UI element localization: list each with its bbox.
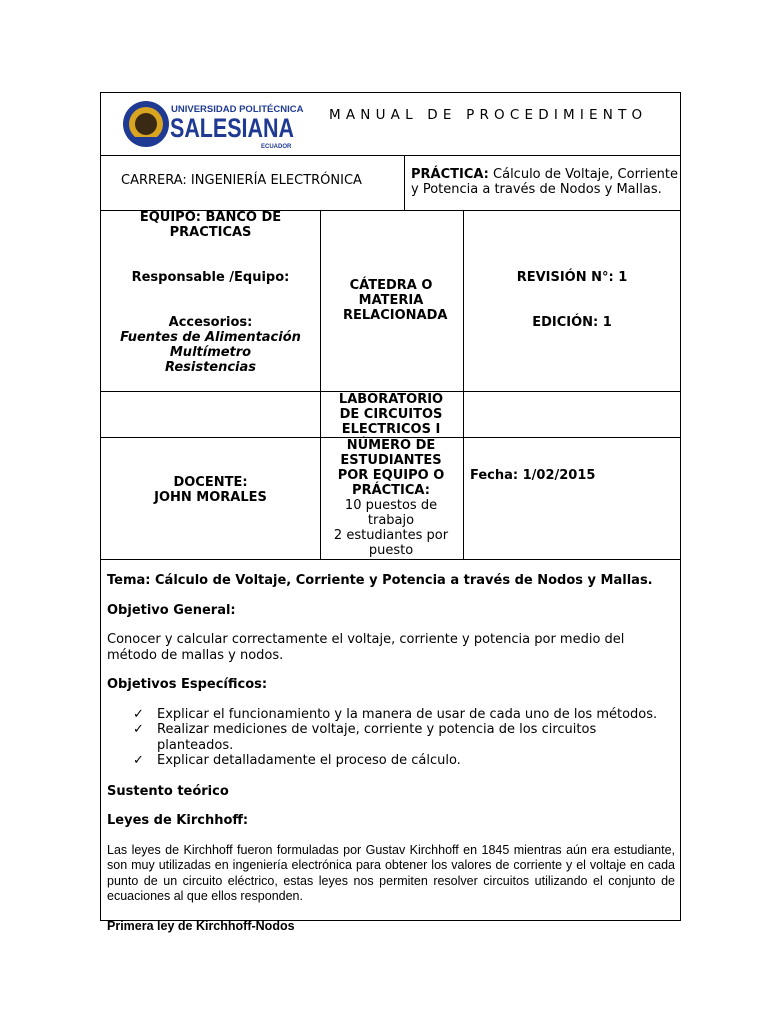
revision-label: REVISIÓN N°: 1 xyxy=(516,270,628,285)
checkmark-icon: ✓ xyxy=(133,753,144,768)
list-item-text: Explicar el funcionamiento y la manera de usar de cada uno de los métodos. xyxy=(157,706,658,722)
edicion-label: EDICIÓN: 1 xyxy=(532,315,612,330)
objetivos-especificos-heading: Objetivos Específicos: xyxy=(107,677,268,692)
logo-top-text: UNIVERSIDAD POLITÉCNICA xyxy=(171,104,304,115)
accesorio-item: Resistencias xyxy=(164,360,257,375)
catedra-text: CÁTEDRA O MATERIA RELACIONADA xyxy=(343,278,448,323)
accesorios-label: Accesorios: xyxy=(168,315,253,330)
fecha-label: Fecha: 1/02/2015 xyxy=(470,468,596,483)
equipo-label: EQUIPO: BANCO DE PRACTICAS xyxy=(139,210,282,240)
checkmark-icon: ✓ xyxy=(133,722,144,737)
logo-sub-text: ECUADOR xyxy=(261,144,292,150)
objetivos-especificos-list xyxy=(107,707,675,769)
divider xyxy=(320,210,321,559)
catedra-label xyxy=(325,278,457,323)
tema-heading: Tema: Cálculo de Voltaje, Corriente y Potencia a través de Nodos y Mallas. xyxy=(107,573,653,588)
docente-name: JOHN MORALES xyxy=(154,490,267,505)
docente-cell xyxy=(101,475,320,505)
laboratorio-cell xyxy=(325,392,457,437)
list-item-text: Realizar mediciones de voltaje, corriente y potencia de los circuitos planteados. xyxy=(157,722,597,753)
list-item xyxy=(133,707,675,723)
logo-main-text: SALESIANA xyxy=(170,113,294,143)
practica-cell xyxy=(411,167,679,197)
divider xyxy=(463,210,464,559)
equipo-cell xyxy=(101,210,320,240)
leyes-heading: Leyes de Kirchhoff: xyxy=(107,813,249,828)
manual-title: MANUAL DE PROCEDIMIENTO xyxy=(329,107,648,123)
objetivo-general-text: Conocer y calcular correctamente el voltaje, corriente y potencia por medio del método de mallas y nodos. xyxy=(107,632,625,663)
document-frame xyxy=(100,92,681,933)
laboratorio-label: LABORATORIO DE CIRCUITOS ELECTRICOS I xyxy=(338,392,444,437)
accesorios-cell xyxy=(101,315,320,375)
list-item xyxy=(133,722,675,753)
accesorio-item: Multímetro xyxy=(169,345,252,360)
divider xyxy=(101,559,680,560)
sustento-heading: Sustento teórico xyxy=(107,783,229,799)
objetivo-general-heading: Objetivo General: xyxy=(107,602,236,618)
document-body xyxy=(107,573,675,933)
numero-line: 2 estudiantes por puesto xyxy=(333,528,449,558)
divider xyxy=(404,155,405,210)
carrera-label: CARRERA: INGENIERÍA ELECTRÓNICA xyxy=(121,173,362,188)
leyes-text: Las leyes de Kirchhoff fueron formuladas por Gustav Kirchhoff en 1845 mientras aún era estudiante, son muy utilizadas en ingeniería electrónica para obtener los valores de corriente y el voltaje en cada punto de un circuito eléctrico, estas leyes nos permiten resolver circuitos utilizando el conjunto de ecuaciones al que ellos responden. xyxy=(107,842,675,903)
accesorio-item: Fuentes de Alimentación xyxy=(120,330,301,345)
practica-text: Cálculo de Voltaje, Corriente y Potencia a través de Nodos y Mallas. xyxy=(411,167,678,197)
list-item xyxy=(133,753,675,769)
list-item-text: Explicar detalladamente el proceso de cálculo. xyxy=(157,753,461,768)
university-logo xyxy=(121,97,304,151)
numero-cell xyxy=(325,438,457,558)
numero-label: NÚMERO DE ESTUDIANTES POR EQUIPO O PRÁCTICA: xyxy=(337,438,445,498)
checkmark-icon: ✓ xyxy=(133,706,144,722)
responsable-label: Responsable /Equipo: xyxy=(131,270,290,285)
numero-line: 10 puestos de trabajo xyxy=(344,498,438,528)
primera-ley-heading: Primera ley de Kirchhoff-Nodos xyxy=(107,918,295,933)
practica-label: PRÁCTICA: xyxy=(411,167,489,182)
divider xyxy=(101,155,680,156)
docente-label: DOCENTE: xyxy=(173,475,248,490)
